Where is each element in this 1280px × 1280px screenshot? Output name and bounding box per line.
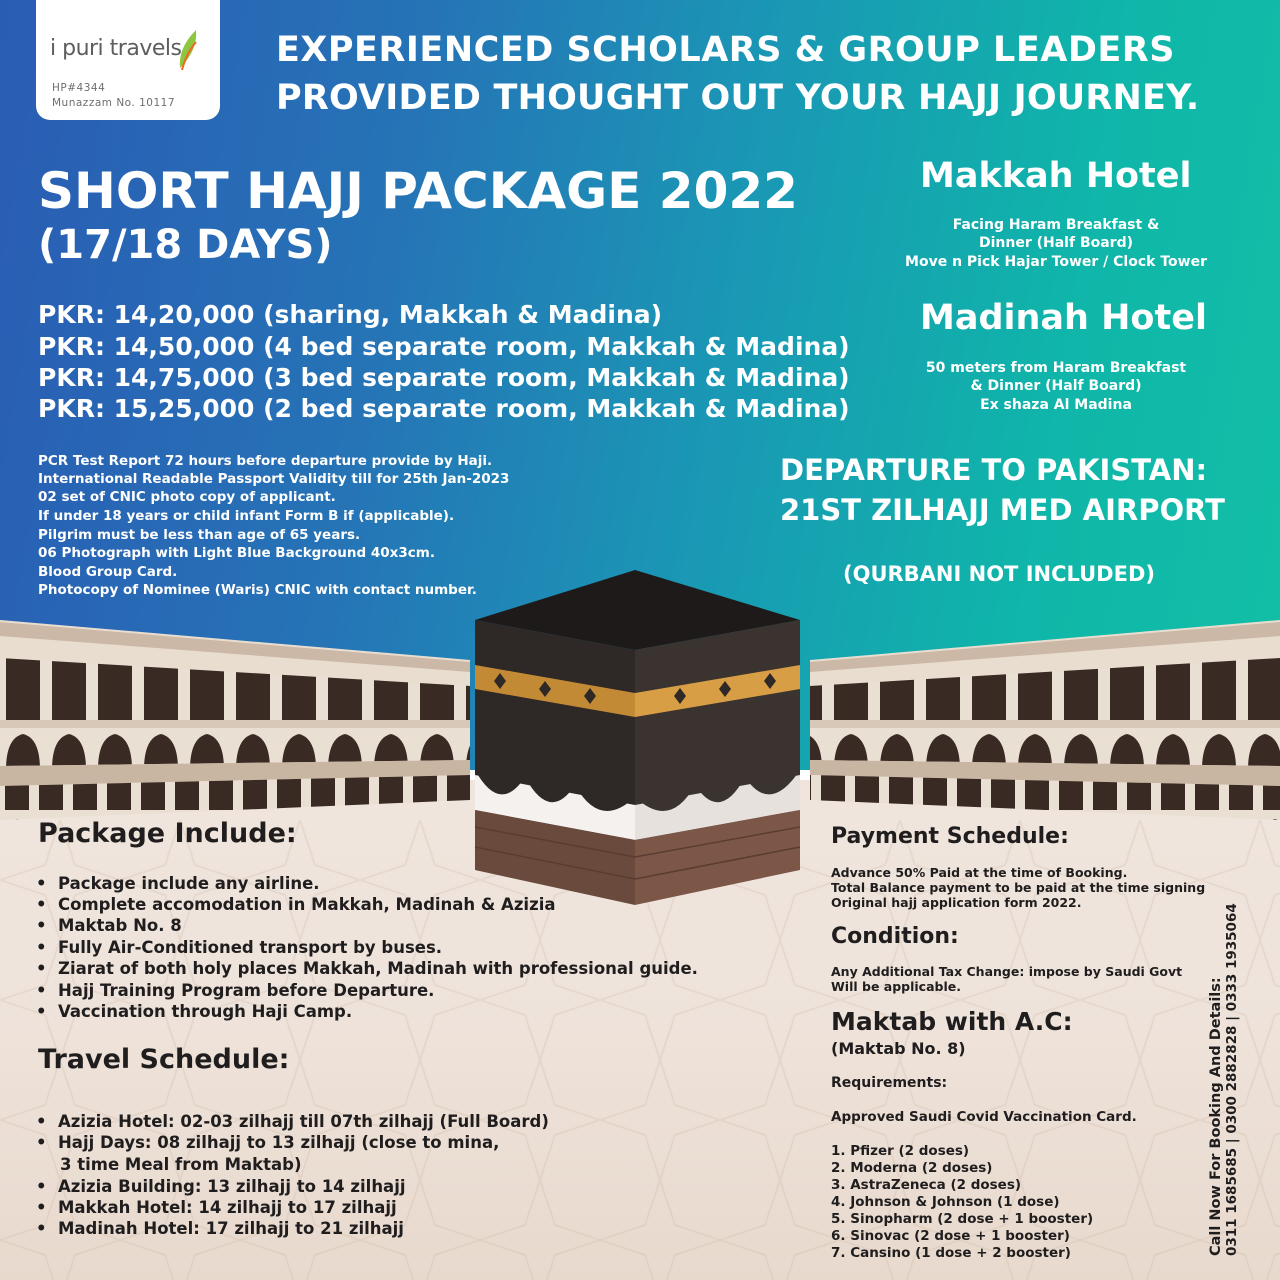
departure-line-1: DEPARTURE TO PAKISTAN:: [780, 453, 1208, 487]
kaaba-illustration: [470, 565, 810, 925]
schedule-item: • Makkah Hotel: 14 zilhajj to 17 zilhajj: [58, 1198, 397, 1217]
madinah-hotel-line: 50 meters from Haram Breakfast: [925, 360, 1187, 376]
headline-line-1: EXPERIENCED SCHOLARS & GROUP LEADERS: [276, 30, 1175, 70]
document-requirement: Blood Group Card.: [38, 564, 178, 580]
schedule-item: • Azizia Building: 13 zilhajj to 14 zilhajj: [58, 1177, 406, 1196]
vaccine-item: 2. Moderna (2 doses): [831, 1160, 993, 1176]
makkah-hotel-line: Move n Pick Hajar Tower / Clock Tower: [905, 254, 1207, 270]
logo-hp-number: HP#4344: [52, 82, 106, 94]
logo-name: i puri travels: [50, 36, 182, 61]
include-item: • Ziarat of both holy places Makkah, Madinah with professional guide.: [58, 959, 698, 978]
vaccine-item: 6. Sinovac (2 dose + 1 booster): [831, 1228, 1070, 1244]
requirements-heading: Requirements:: [831, 1075, 948, 1091]
vaccine-item: 1. Pfizer (2 doses): [831, 1143, 970, 1159]
include-item: • Vaccination through Haji Camp.: [58, 1002, 352, 1021]
document-requirement: International Readable Passport Validity till for 25th Jan-2023: [38, 471, 510, 487]
document-requirement: 02 set of CNIC photo copy of applicant.: [38, 489, 336, 505]
madinah-hotel-line: & Dinner (Half Board): [970, 378, 1142, 394]
condition-heading: Condition:: [831, 924, 959, 949]
schedule-item: • Madinah Hotel: 17 zilhajj to 21 zilhajj: [58, 1219, 404, 1238]
payment-line: Total Balance payment to be paid at the time signing: [831, 880, 1206, 895]
document-requirement: Photocopy of Nominee (Waris) CNIC with contact number.: [38, 582, 477, 598]
package-days: (17/18 DAYS): [38, 222, 333, 268]
maktab-number: (Maktab No. 8): [831, 1039, 966, 1058]
price-3-bed: PKR: 14,75,000 (3 bed separate room, Makkah & Madina): [38, 363, 850, 392]
contact-label: Call Now For Booking And Details:: [1208, 977, 1224, 1256]
include-item: • Fully Air-Conditioned transport by buses.: [58, 938, 442, 957]
include-item: • Maktab No. 8: [58, 916, 182, 935]
condition-line: Any Additional Tax Change: impose by Saudi Govt: [831, 964, 1183, 979]
headline-line-2: PROVIDED THOUGHT OUT YOUR HAJJ JOURNEY.: [276, 78, 1200, 118]
contact-vertical: [1208, 903, 1240, 1256]
contact-phone-numbers[interactable]: 0311 1685685 | 0300 2882828 | 0333 1935064: [1224, 903, 1240, 1256]
price-2-bed: PKR: 15,25,000 (2 bed separate room, Makkah & Madina): [38, 394, 850, 423]
maktab-heading: Maktab with A.C:: [831, 1007, 1073, 1036]
price-4-bed: PKR: 14,50,000 (4 bed separate room, Makkah & Madina): [38, 332, 850, 361]
vaccine-item: 4. Johnson & Johnson (1 dose): [831, 1194, 1060, 1210]
schedule-item: • Azizia Hotel: 02-03 zilhajj till 07th zilhajj (Full Board): [58, 1112, 549, 1131]
payment-schedule-heading: Payment Schedule:: [831, 824, 1069, 849]
document-requirement: Pilgrim must be less than age of 65 years.: [38, 527, 361, 543]
schedule-item-continuation: 3 time Meal from Maktab): [60, 1155, 302, 1174]
makkah-hotel-line: Facing Haram Breakfast &: [952, 217, 1160, 233]
condition-line: Will be applicable.: [831, 979, 961, 994]
price-sharing: PKR: 14,20,000 (sharing, Makkah & Madina): [38, 300, 663, 329]
leaf-icon: [176, 28, 200, 72]
madinah-hotel-line: Ex shaza Al Madina: [980, 397, 1132, 413]
logo-munazzam-number: Munazzam No. 10117: [52, 97, 175, 109]
qurbani-note: (QURBANI NOT INCLUDED): [843, 562, 1155, 586]
departure-line-2: 21ST ZILHAJJ MED AIRPORT: [780, 493, 1225, 527]
payment-line: Advance 50% Paid at the time of Booking.: [831, 865, 1128, 880]
package-include-heading: Package Include:: [38, 818, 297, 849]
document-requirement: 06 Photograph with Light Blue Background 40x3cm.: [38, 545, 435, 561]
package-title: SHORT HAJJ PACKAGE 2022: [38, 162, 798, 220]
document-requirement: If under 18 years or child infant Form B if (applicable).: [38, 508, 455, 524]
travel-schedule-heading: Travel Schedule:: [38, 1044, 290, 1075]
include-item: • Hajj Training Program before Departure.: [58, 981, 434, 1000]
schedule-item: • Hajj Days: 08 zilhajj to 13 zilhajj (close to mina,: [58, 1133, 499, 1152]
makkah-hotel-line: Dinner (Half Board): [978, 235, 1133, 251]
vaccination-card-requirement: Approved Saudi Covid Vaccination Card.: [831, 1109, 1137, 1125]
vaccine-item: 7. Cansino (1 dose + 2 booster): [831, 1245, 1071, 1261]
vaccine-item: 5. Sinopharm (2 dose + 1 booster): [831, 1211, 1094, 1227]
include-item: • Package include any airline.: [58, 874, 320, 893]
makkah-hotel-title: Makkah Hotel: [920, 156, 1192, 196]
include-item: • Complete accomodation in Makkah, Madinah & Azizia: [58, 895, 555, 914]
madinah-hotel-title: Madinah Hotel: [920, 298, 1207, 338]
document-requirement: PCR Test Report 72 hours before departure provide by Haji.: [38, 453, 493, 469]
payment-line: Original hajj application form 2022.: [831, 895, 1082, 910]
vaccine-item: 3. AstraZeneca (2 doses): [831, 1177, 1022, 1193]
